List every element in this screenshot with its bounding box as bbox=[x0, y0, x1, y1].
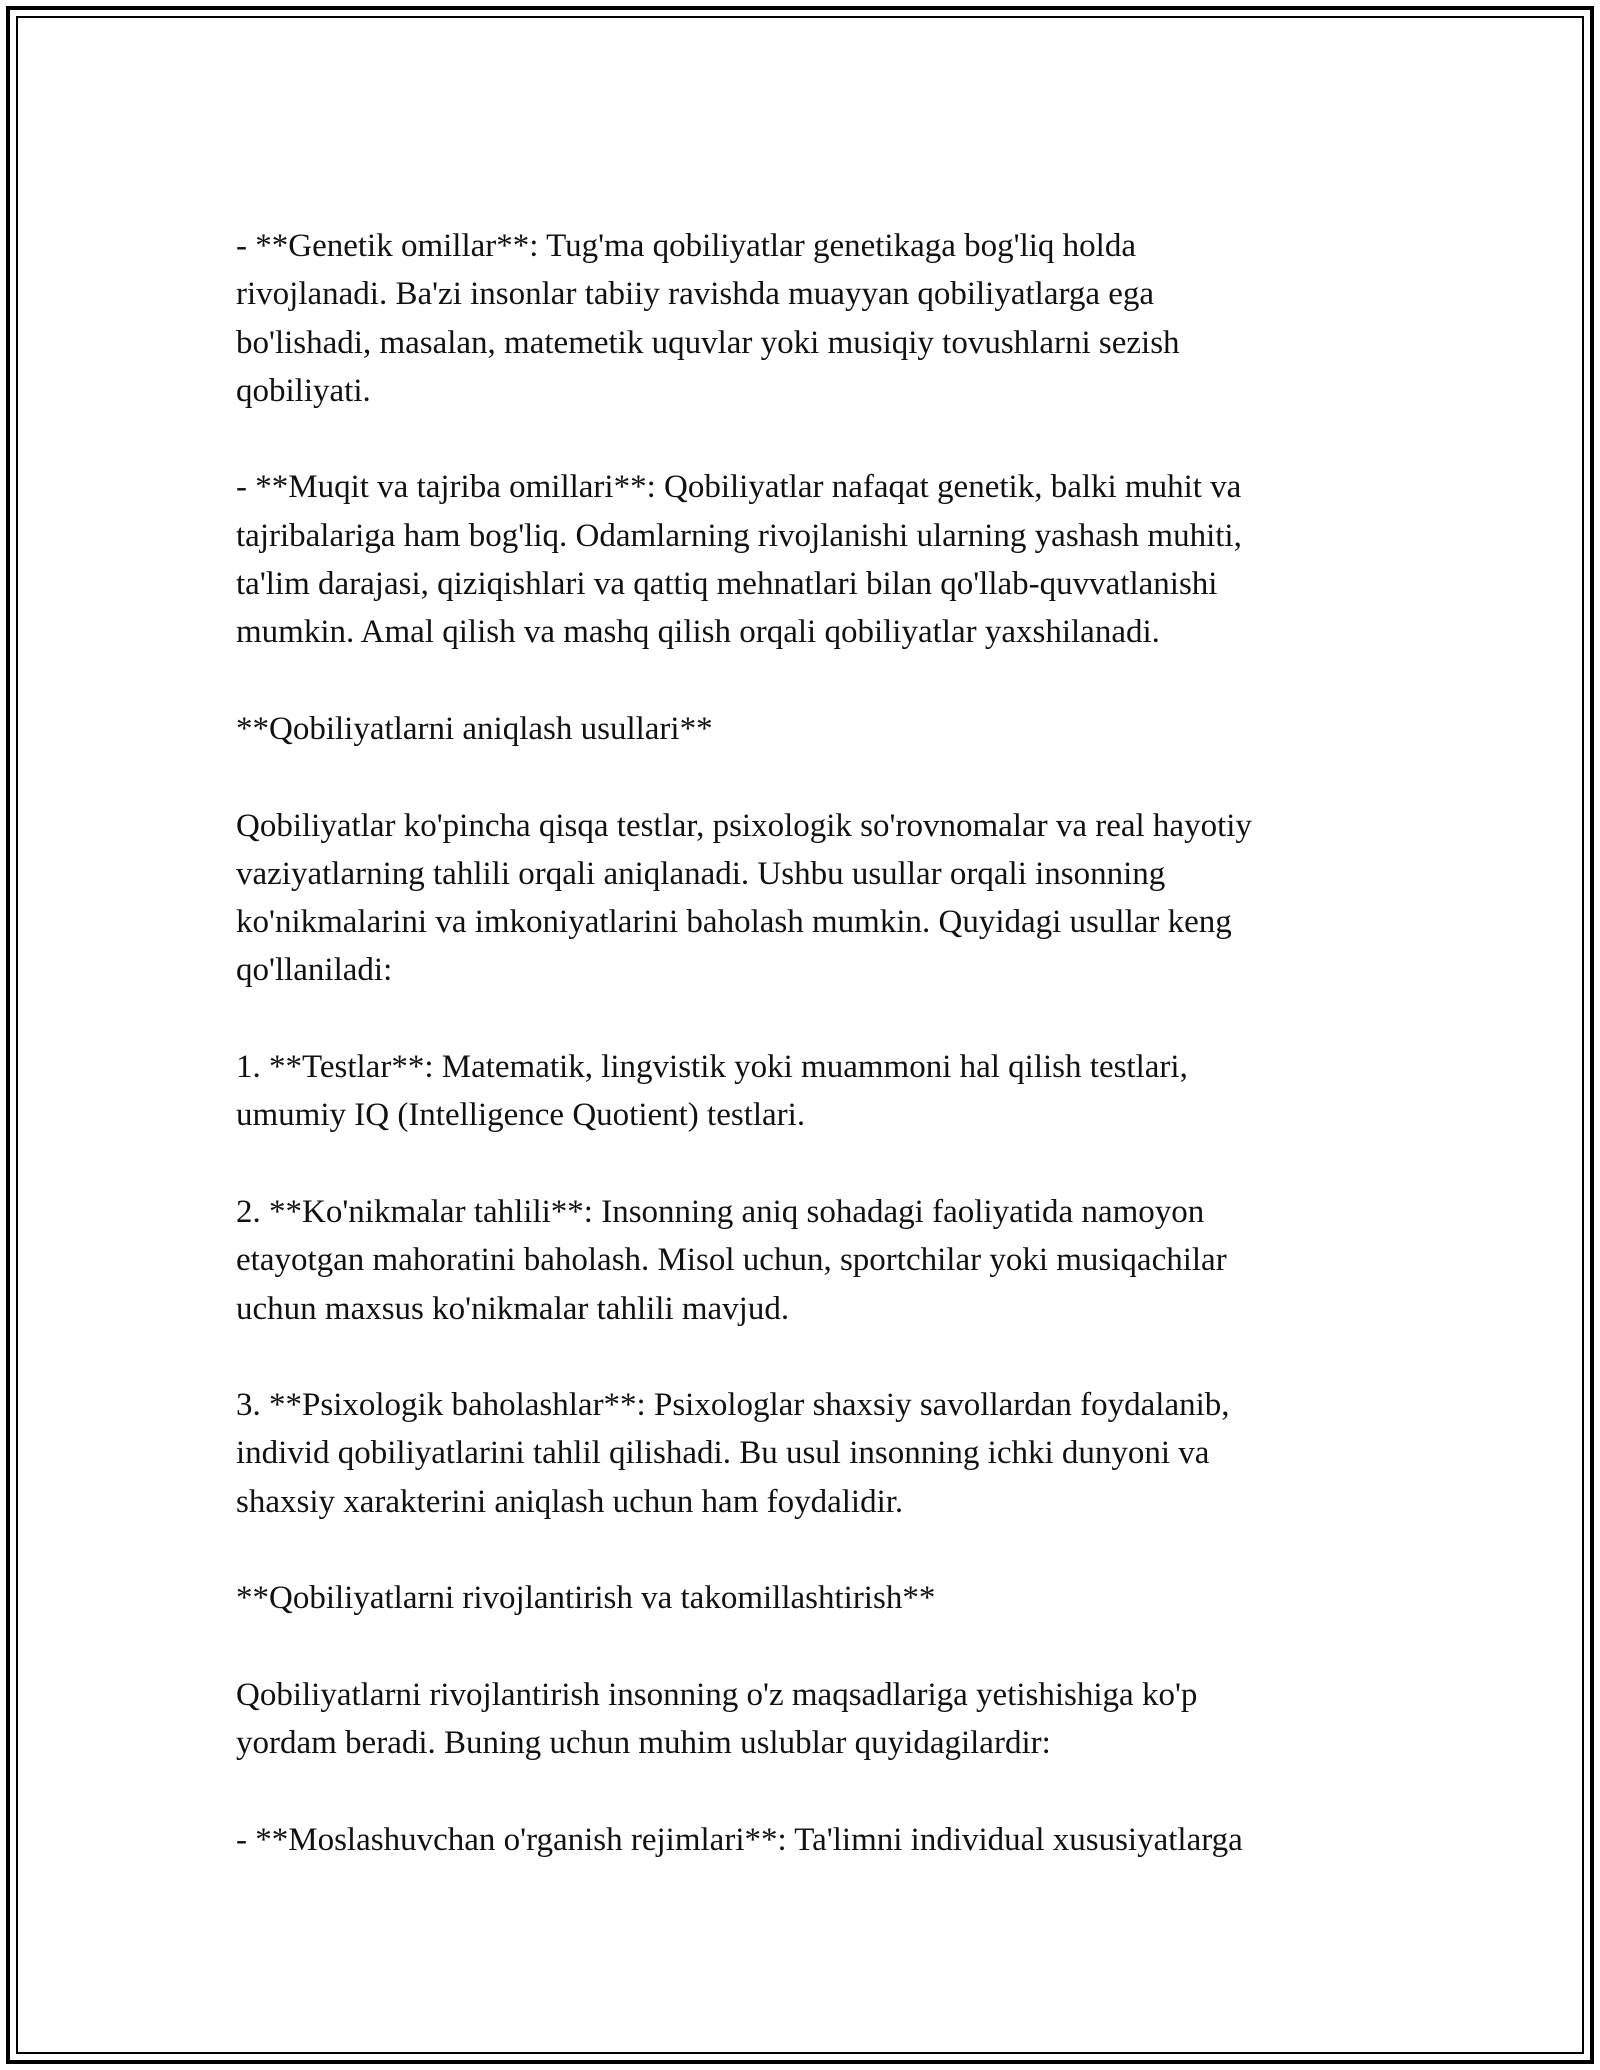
text-line: - **Muqit va tajriba omillari**: Qobiliyatlar nafaqat genetik, balki muhit va bbox=[236, 469, 1242, 506]
paragraph-aniqlash-intro bbox=[236, 802, 1386, 995]
text-line: qo'llaniladi: bbox=[236, 952, 393, 989]
text-line: 3. **Psixologik baholashlar**: Psixologlar shaxsiy savollardan foydalanib, bbox=[236, 1387, 1230, 1424]
text-line: qobiliyati. bbox=[236, 372, 371, 409]
text-line: Qobiliyatlarni rivojlantirish insonning o'z maqsadlariga yetishishiga ko'p bbox=[236, 1676, 1198, 1713]
text-line: ko'nikmalarini va imkoniyatlarini baholash mumkin. Quyidagi usullar keng bbox=[236, 904, 1232, 941]
list-item-psixologik-baholashlar bbox=[236, 1381, 1386, 1526]
paragraph-rivojlantirish-intro bbox=[236, 1671, 1386, 1768]
list-item-testlar bbox=[236, 1043, 1386, 1140]
text-line: etayotgan mahoratini baholash. Misol uchun, sportchilar yoki musiqachilar bbox=[236, 1242, 1227, 1279]
text-line: - **Genetik omillar**: Tug'ma qobiliyatlar genetikaga bog'liq holda bbox=[236, 228, 1136, 264]
text-line: individ qobiliyatlarini tahlil qilishadi. Bu usul insonning ichki dunyoni va bbox=[236, 1435, 1210, 1472]
list-item-konikmalar-tahlili bbox=[236, 1188, 1386, 1333]
text-line: uchun maxsus ko'nikmalar tahlili mavjud. bbox=[236, 1290, 790, 1327]
text-line: Qobiliyatlar ko'pincha qisqa testlar, psixologik so'rovnomalar va real hayotiy bbox=[236, 807, 1252, 844]
text-line: bo'lishadi, masalan, matemetik uquvlar yoki musiqiy tovushlarni sezish bbox=[236, 324, 1180, 361]
document-body bbox=[236, 222, 1386, 1864]
text-line: mumkin. Amal qilish va mashq qilish orqali qobiliyatlar yaxshilanadi. bbox=[236, 614, 1160, 651]
heading-text: **Qobiliyatlarni rivojlantirish va takomillashtirish** bbox=[236, 1580, 936, 1617]
text-line: yordam beradi. Buning uchun muhim uslublar quyidagilardir: bbox=[236, 1725, 1051, 1762]
text-line: ta'lim darajasi, qiziqishlari va qattiq mehnatlari bilan qo'llab-quvvatlanishi bbox=[236, 566, 1218, 603]
text-line: 2. **Ko'nikmalar tahlili**: Insonning aniq sohadagi faoliyatida namoyon bbox=[236, 1193, 1205, 1230]
text-line: vaziyatlarning tahlili orqali aniqlanadi. Ushbu usullar orqali insonning bbox=[236, 855, 1166, 892]
heading-text: **Qobiliyatlarni aniqlash usullari** bbox=[236, 710, 713, 747]
section-heading-rivojlantirish bbox=[236, 1574, 1386, 1622]
list-item-moslashuvchan bbox=[236, 1816, 1386, 1864]
text-line: tajribalariga ham bog'liq. Odamlarning rivojlanishi ularning yashash muhiti, bbox=[236, 517, 1242, 554]
text-line: - **Moslashuvchan o'rganish rejimlari**: Ta'limni individual xususiyatlarga bbox=[236, 1821, 1243, 1858]
text-line: rivojlanadi. Ba'zi insonlar tabiiy ravishda muayyan qobiliyatlarga ega bbox=[236, 276, 1155, 313]
text-line: 1. **Testlar**: Matematik, lingvistik yoki muammoni hal qilish testlari, bbox=[236, 1049, 1188, 1086]
paragraph-genetik-omillar bbox=[236, 222, 1386, 415]
text-line: umumiy IQ (Intelligence Quotient) testlari. bbox=[236, 1097, 806, 1134]
paragraph-muqit-tajriba bbox=[236, 463, 1386, 656]
section-heading-aniqlash-usullari bbox=[236, 705, 1386, 753]
text-line: shaxsiy xarakterini aniqlash uchun ham foydalidir. bbox=[236, 1483, 904, 1520]
